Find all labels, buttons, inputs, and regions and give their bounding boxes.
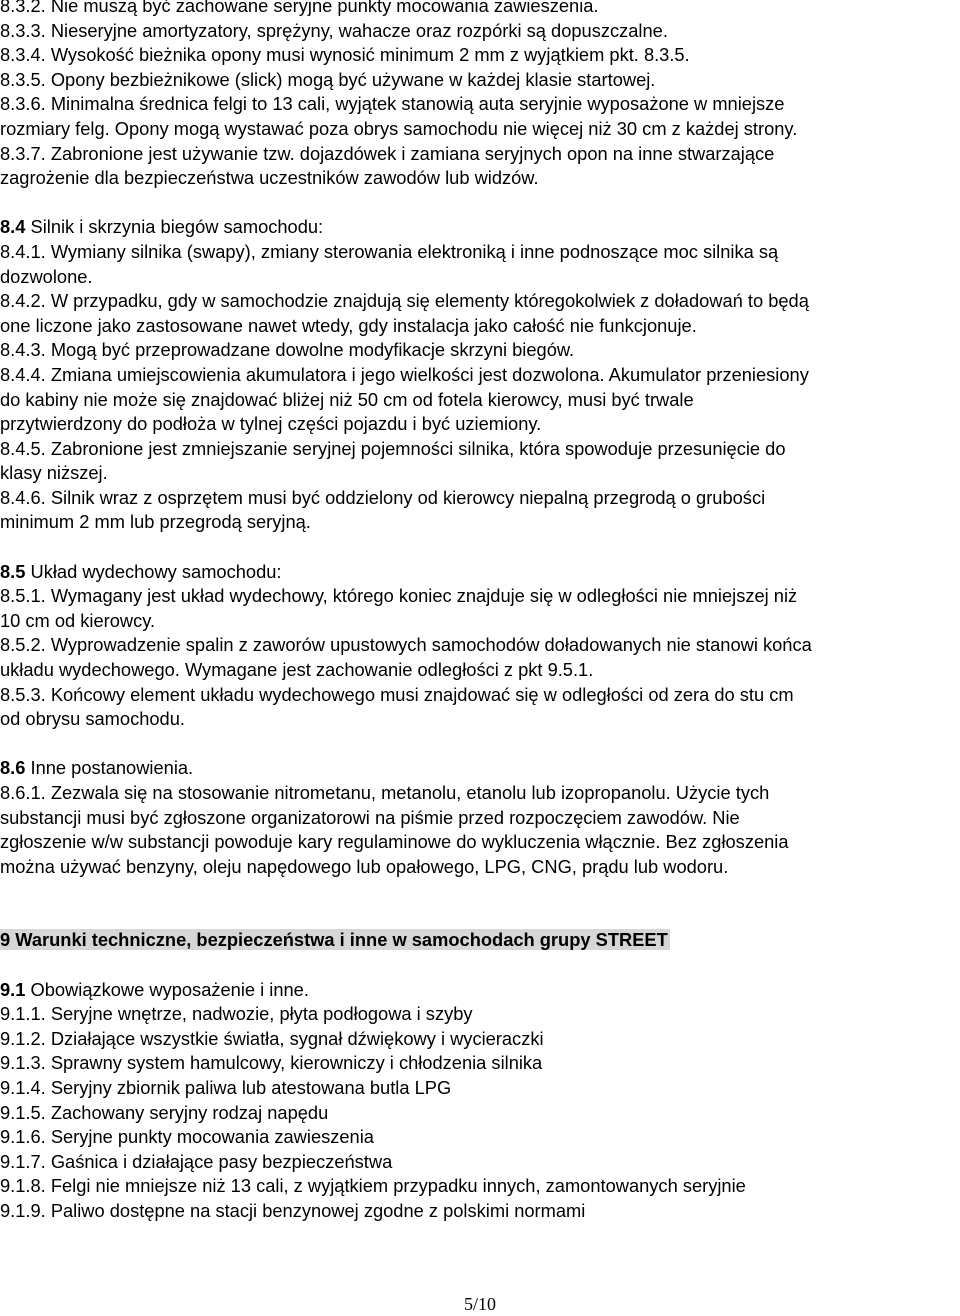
text-line: 8.5.3. Końcowy element układu wydechowego musi znajdować się w odległości od zera do stu cm bbox=[0, 683, 794, 705]
text-line: 8.3.4. Wysokość bieżnika opony musi wynosić minimum 2 mm z wyjątkiem pkt. 8.3.5. bbox=[0, 44, 690, 66]
text-line: 8.4.3. Mogą być przeprowadzane dowolne modyfikacje skrzyni biegów. bbox=[0, 339, 575, 361]
text-line: substancji musi być zgłoszone organizatorowi na piśmie przed rozpoczęciem zawodów. Nie bbox=[0, 806, 740, 828]
text-line: dozwolone. bbox=[0, 265, 93, 287]
text-line: one liczone jako zastosowane nawet wtedy, gdy instalacja jako całość nie funkcjonuje. bbox=[0, 314, 697, 336]
text-line: przytwierdzony do podłoża w tylnej części pojazdu i być uziemiony. bbox=[0, 413, 542, 435]
list-item: 9.1.5. Zachowany seryjny rodzaj napędu bbox=[0, 1101, 329, 1123]
text-line: klasy niższej. bbox=[0, 462, 108, 484]
text-line: 8.6.1. Zezwala się na stosowanie nitrometanu, metanolu, etanolu lub izopropanolu. Użycie tych bbox=[0, 782, 770, 803]
text-line: 8.3.3. Nieseryjne amortyzatory, sprężyny, wahacze oraz rozpórki są dopuszczalne. bbox=[0, 19, 668, 41]
list-item: 9.1.8. Felgi nie mniejsze niż 13 cali, z wyjątkiem przypadku innych, zamontowanych seryjnie bbox=[0, 1175, 746, 1197]
text-line: zgłoszenie w/w substancji powoduje kary regulaminowe do wykluczenia włącznie. Bez zgłoszenia bbox=[0, 831, 789, 853]
section-8-5 bbox=[0, 560, 958, 732]
section-heading bbox=[0, 756, 958, 781]
chapter-title: 9 Warunki techniczne, bezpieczeństwa i inne w samochodach grupy STREET bbox=[0, 929, 668, 951]
list-item: 9.1.4. Seryjny zbiornik paliwa lub atestowana butla LPG bbox=[0, 1076, 452, 1098]
text-line: układu wydechowego. Wymagane jest zachowanie odległości z pkt 9.5.1. bbox=[0, 659, 594, 681]
text-line: 8.5.2. Wyprowadzenie spalin z zaworów upustowych samochodów doładowanych nie stanowi końca bbox=[0, 634, 812, 656]
section-title: Inne postanowienia. bbox=[25, 757, 194, 779]
text-line: 8.3.7. Zabronione jest używanie tzw. dojazdówek i zamiana seryjnych opon na inne stwarzające bbox=[0, 142, 775, 164]
section-heading bbox=[0, 560, 958, 585]
section-9-1 bbox=[0, 978, 958, 1224]
section-number: 8.6 bbox=[0, 757, 26, 779]
section-8-3-tail bbox=[0, 0, 958, 191]
page-number: 5/10 bbox=[463, 1294, 496, 1314]
list-item: 9.1.3. Sprawny system hamulcowy, kierowniczy i chłodzenia silnika bbox=[0, 1052, 543, 1074]
list-item: 9.1.2. Działające wszystkie światła, sygnał dźwiękowy i wycieraczki bbox=[0, 1027, 544, 1049]
section-8-6 bbox=[0, 756, 958, 879]
text-line: 8.3.6. Minimalna średnica felgi to 13 cali, wyjątek stanowią auta seryjnie wyposażone w mniejsze bbox=[0, 93, 785, 115]
text-line: 8.5.1. Wymagany jest układ wydechowy, którego koniec znajduje się w odległości nie mniejszej niż bbox=[0, 585, 798, 607]
list-item: 9.1.1. Seryjne wnętrze, nadwozie, płyta podłogowa i szyby bbox=[0, 1003, 473, 1025]
text-line: 8.3.2. Nie muszą być zachowane seryjne punkty mocowania zawieszenia. bbox=[0, 0, 599, 16]
list-item: 9.1.9. Paliwo dostępne na stacji benzynowej zgodne z polskimi normami bbox=[0, 1199, 586, 1221]
section-title: Silnik i skrzynia biegów samochodu: bbox=[25, 216, 324, 238]
text-line: 8.4.5. Zabronione jest zmniejszanie seryjnej pojemności silnika, która spowoduje przesunięcie do bbox=[0, 437, 786, 459]
section-8-4 bbox=[0, 215, 958, 535]
text-line: 8.4.6. Silnik wraz z osprzętem musi być oddzielony od kierowcy niepalną przegrodą o grubości bbox=[0, 486, 766, 508]
text-line: zagrożenie dla bezpieczeństwa uczestników zawodów lub widzów. bbox=[0, 167, 539, 189]
chapter-9-heading bbox=[0, 928, 958, 953]
section-title: Obowiązkowe wyposażenie i inne. bbox=[25, 978, 309, 1000]
text-line: minimum 2 mm lub przegrodą seryjną. bbox=[0, 511, 311, 533]
section-number: 9.1 bbox=[0, 978, 26, 1000]
text-line: 8.4.2. W przypadku, gdy w samochodzie znajdują się elementy któregokolwiek z doładowań to będą bbox=[0, 290, 809, 312]
text-line: 8.4.4. Zmiana umiejscowienia akumulatora i jego wielkości jest dozwolona. Akumulator przeniesiony bbox=[0, 363, 809, 385]
list-item: 9.1.7. Gaśnica i działające pasy bezpieczeństwa bbox=[0, 1150, 393, 1172]
section-heading bbox=[0, 978, 958, 1003]
text-line: do kabiny nie może się znajdować bliżej niż 50 cm od fotela kierowcy, musi być trwale bbox=[0, 388, 694, 410]
section-heading bbox=[0, 215, 958, 240]
list-item: 9.1.6. Seryjne punkty mocowania zawieszenia bbox=[0, 1126, 374, 1148]
text-line: 8.3.5. Opony bezbieżnikowe (slick) mogą być używane w każdej klasie startowej. bbox=[0, 68, 656, 90]
text-line: od obrysu samochodu. bbox=[0, 708, 185, 730]
section-number: 8.4 bbox=[0, 216, 26, 238]
text-line: można używać benzyny, oleju napędowego lub opałowego, LPG, CNG, prądu lub wodoru. bbox=[0, 855, 729, 877]
section-title: Układ wydechowy samochodu: bbox=[25, 560, 282, 582]
text-line: 8.4.1. Wymiany silnika (swapy), zmiany sterowania elektroniką i inne podnoszące moc silnika są bbox=[0, 240, 779, 262]
text-line: 10 cm od kierowcy. bbox=[0, 609, 156, 631]
section-number: 8.5 bbox=[0, 560, 26, 582]
text-line: rozmiary felg. Opony mogą wystawać poza obrys samochodu nie więcej niż 30 cm z każdej strony. bbox=[0, 117, 798, 139]
